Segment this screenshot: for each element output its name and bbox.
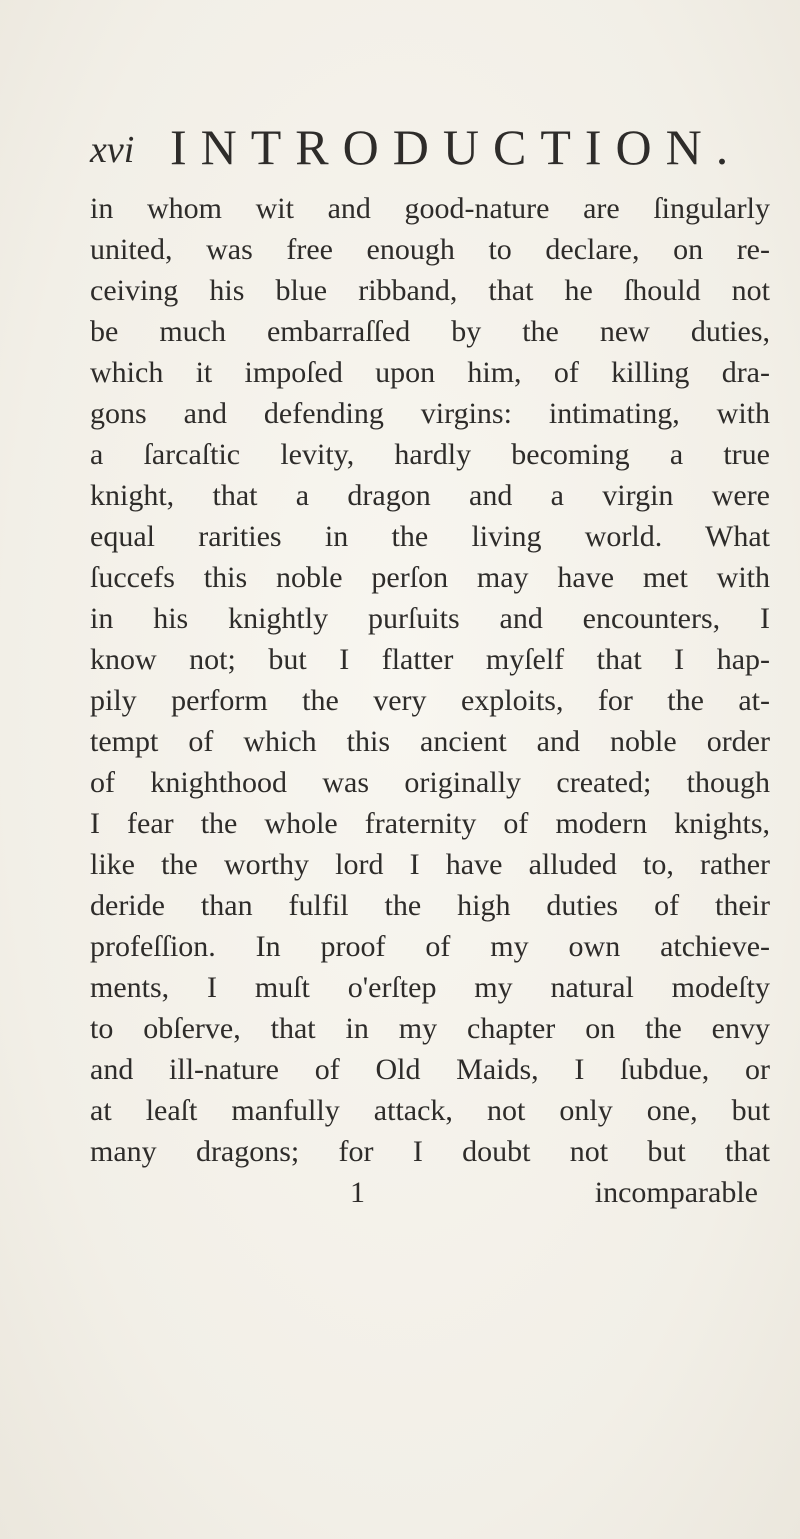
text-line: know not; but I flatter myſelf that I hap- [90, 643, 770, 676]
text-line: of knighthood was originally created; though [90, 766, 770, 799]
text-line: I fear the whole fraternity of modern knights, [90, 807, 770, 840]
signature-mark: 1 [350, 1176, 365, 1209]
text-line: pily perform the very exploits, for the at- [90, 684, 770, 717]
text-line: tempt of which this ancient and noble order [90, 725, 770, 758]
text-line: like the worthy lord I have alluded to, rather [90, 848, 770, 881]
text-line: which it impoſed upon him, of killing dra- [90, 356, 770, 389]
text-line: ſuccefs this noble perſon may have met with [90, 561, 770, 594]
text-line: united, was free enough to declare, on re- [90, 233, 770, 266]
text-line: in his knightly purſuits and encounters, I [90, 602, 770, 635]
footer-line [90, 1172, 770, 1213]
text-line: to obſerve, that in my chapter on the envy [90, 1012, 770, 1045]
text-line: ceiving his blue ribband, that he ſhould not [90, 274, 770, 307]
text-line: in whom wit and good-nature are ſingularly [90, 192, 770, 225]
text-line: and ill-nature of Old Maids, I ſubdue, or [90, 1053, 770, 1086]
page-number: xvi [90, 129, 135, 171]
running-title: INTRODUCTION. [170, 119, 743, 175]
text-line: a ſarcaſtic levity, hardly becoming a true [90, 438, 770, 471]
page-header [90, 118, 743, 178]
text-line: many dragons; for I doubt not but that [90, 1135, 770, 1168]
text-line: profeſſion. In proof of my own atchieve- [90, 930, 770, 963]
text-line: knight, that a dragon and a virgin were [90, 479, 770, 512]
catchword: incomparable [594, 1176, 758, 1209]
body-text [90, 188, 770, 1213]
text-line: at leaſt manfully attack, not only one, but [90, 1094, 770, 1127]
text-line: be much embarraſſed by the new duties, [90, 315, 770, 348]
text-line: equal rarities in the living world. What [90, 520, 770, 553]
text-line: gons and defending virgins: intimating, with [90, 397, 770, 430]
text-line: deride than fulfil the high duties of their [90, 889, 770, 922]
text-line: ments, I muſt o'erſtep my natural modeſty [90, 971, 770, 1004]
